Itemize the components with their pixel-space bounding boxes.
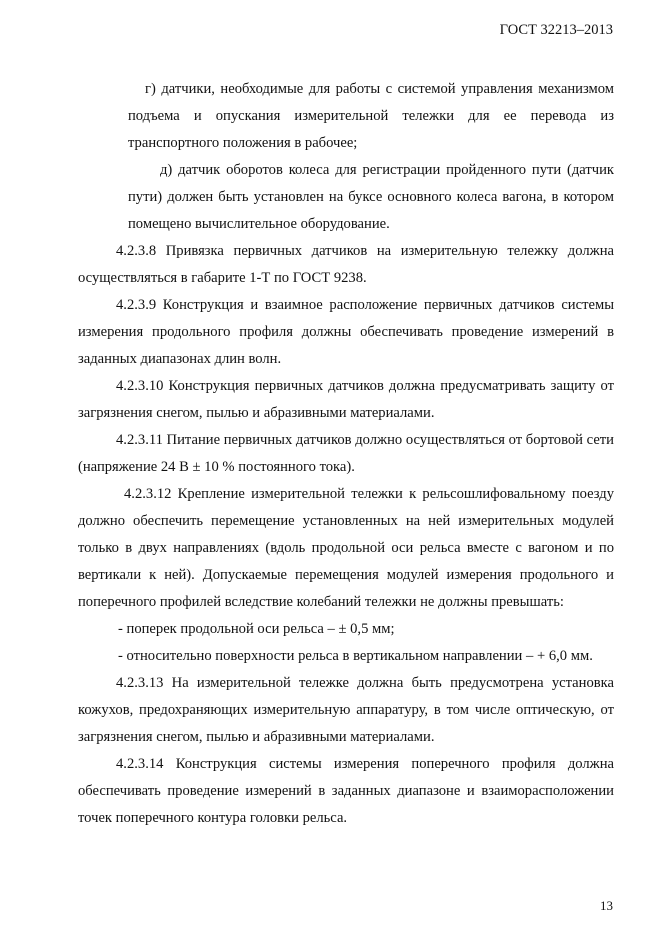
bullet-item-vertical: - относительно поверхности рельса в вертикальном направлении – + 6,0 мм. — [118, 648, 593, 664]
bullet-item-transverse: - поперек продольной оси рельса – ± 0,5 мм; — [118, 621, 395, 637]
paragraph-list-item-g: г) датчики, необходимые для работы с системой управления механизмом подъема и опускания измерительной тележки для ее перевода из транспортного положения в рабочее; — [128, 81, 614, 151]
paragraph-4-2-3-11: 4.2.3.11 Питание первичных датчиков должно осуществляться от бортовой сети (напряжение 24 В ± 10 % постоянного тока). — [78, 432, 614, 475]
page-number: 13 — [600, 898, 613, 913]
paragraph-4-2-3-9: 4.2.3.9 Конструкция и взаимное расположение первичных датчиков системы измерения продольного профиля должны обеспечивать проведение измерений в заданных диапазонах длин волн. — [78, 297, 614, 367]
document-body — [78, 76, 614, 832]
paragraph-list-item-d: д) датчик оборотов колеса для регистрации пройденного пути (датчик пути) должен быть установлен на буксе основного колеса вагона, в котором помещено вычислительное оборудование. — [128, 162, 614, 232]
paragraph-4-2-3-13: 4.2.3.13 На измерительной тележке должна быть предусмотрена установка кожухов, предохраняющих измерительную аппаратуру, в том числе оптическую, от загрязнения снегом, пылью и абразивными материалами. — [78, 675, 614, 745]
paragraph-4-2-3-14: 4.2.3.14 Конструкция системы измерения поперечного профиля должна обеспечивать проведение измерений в заданных диапазоне и взаиморасположении точек поперечного контура головки рельса. — [78, 756, 614, 826]
paragraph-4-2-3-12: 4.2.3.12 Крепление измерительной тележки к рельсошлифовальному поезду должно обеспечить перемещение установленных на ней измерительных модулей только в двух направлениях (вдоль продольной оси рельса вместе с вагоном и по вертикали к ней). Допускаемые перемещения модулей измерения продольного и поперечного профилей вследствие колебаний тележки не должны превышать: — [78, 486, 614, 610]
page-header: ГОСТ 32213–2013 — [499, 22, 613, 38]
paragraph-4-2-3-10: 4.2.3.10 Конструкция первичных датчиков должна предусматривать защиту от загрязнения снегом, пылью и абразивными материалами. — [78, 378, 614, 421]
paragraph-4-2-3-8: 4.2.3.8 Привязка первичных датчиков на измерительную тележку должна осуществляться в габарите 1-Т по ГОСТ 9238. — [78, 243, 614, 286]
